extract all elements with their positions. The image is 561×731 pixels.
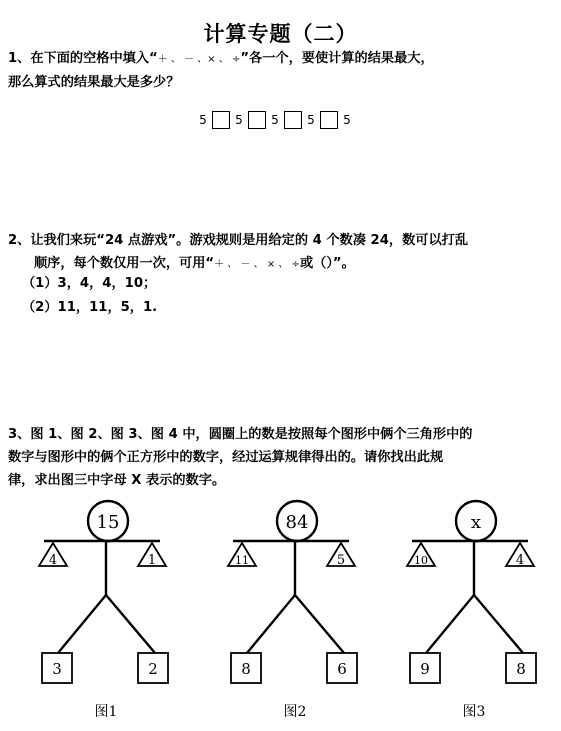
blank-box [248, 111, 266, 129]
right-square-value: 8 [516, 660, 526, 678]
blank-box [212, 111, 230, 129]
number: 5 [235, 113, 243, 127]
figure-caption: 图1 [94, 704, 118, 720]
left-triangle-value: 11 [235, 554, 249, 567]
question-1 [8, 47, 434, 94]
left-leg [247, 595, 295, 653]
right-square-value: 6 [337, 660, 347, 678]
question-1-text-a: 1、在下面的空格中填入“ [8, 51, 158, 66]
left-square-value: 9 [420, 660, 430, 678]
question-1-operators: ＋ 、 － 、× 、 ÷ [157, 54, 241, 65]
number: 5 [199, 113, 207, 127]
left-square-value: 8 [241, 660, 251, 678]
number: 5 [271, 113, 279, 127]
question-2-text-b: 或（）”。 [299, 256, 355, 271]
number: 5 [307, 113, 315, 127]
figures-diagram [0, 495, 561, 731]
number: 5 [343, 113, 351, 127]
right-leg [474, 595, 523, 653]
left-leg [426, 595, 474, 653]
question-2-text-line1: 2、让我们来玩“24 点游戏”。游戏规则是用给定的 4 个数凑 24，数可以打乱 [8, 233, 469, 248]
page-title: 计算专题（二） [203, 22, 358, 46]
question-3-text-line2: 数字与图形中的俩个正方形中的数字，经过运算规律得出的。请你找出此规 [8, 450, 444, 465]
right-triangle-value: 4 [515, 553, 525, 568]
circle-value: 84 [285, 512, 309, 533]
question-1-text-b: ”各一个，要使计算的结果最大， [240, 51, 434, 66]
right-square-value: 2 [148, 660, 158, 678]
question-2-item-1: （1）3，4，4，10； [22, 276, 157, 291]
figure-caption: 图3 [462, 704, 486, 720]
right-leg [106, 595, 155, 653]
question-2-item-2: （2）11，11，5，1. [22, 300, 158, 315]
right-triangle-value: 5 [336, 553, 346, 568]
question-1-expression [198, 111, 352, 129]
left-square-value: 3 [52, 660, 62, 678]
blank-box [320, 111, 338, 129]
left-leg [58, 595, 106, 653]
blank-box [284, 111, 302, 129]
question-2 [8, 229, 468, 276]
question-3 [8, 423, 472, 492]
circle-value: 15 [96, 512, 120, 533]
right-leg [295, 595, 344, 653]
question-2-operators: ＋ 、 － 、 × 、 ÷ [214, 259, 300, 270]
question-3-text-line3: 律，求出图三中字母 X 表示的数字。 [8, 473, 226, 488]
circle-value: x [470, 512, 482, 533]
right-triangle-value: 1 [147, 553, 157, 568]
question-1-text-line2: 那么算式的结果最大是多少？ [8, 75, 180, 90]
figure-caption: 图2 [283, 704, 307, 720]
left-triangle-value: 10 [414, 554, 428, 567]
left-triangle-value: 4 [48, 553, 58, 568]
question-3-text-line1: 3、图 1、图 2、图 3、图 4 中，圆圈上的数是按照每个图形中俩个三角形中的 [8, 427, 473, 442]
question-2-text-a: 顺序，每个数仅用一次，可用“ [34, 256, 215, 271]
